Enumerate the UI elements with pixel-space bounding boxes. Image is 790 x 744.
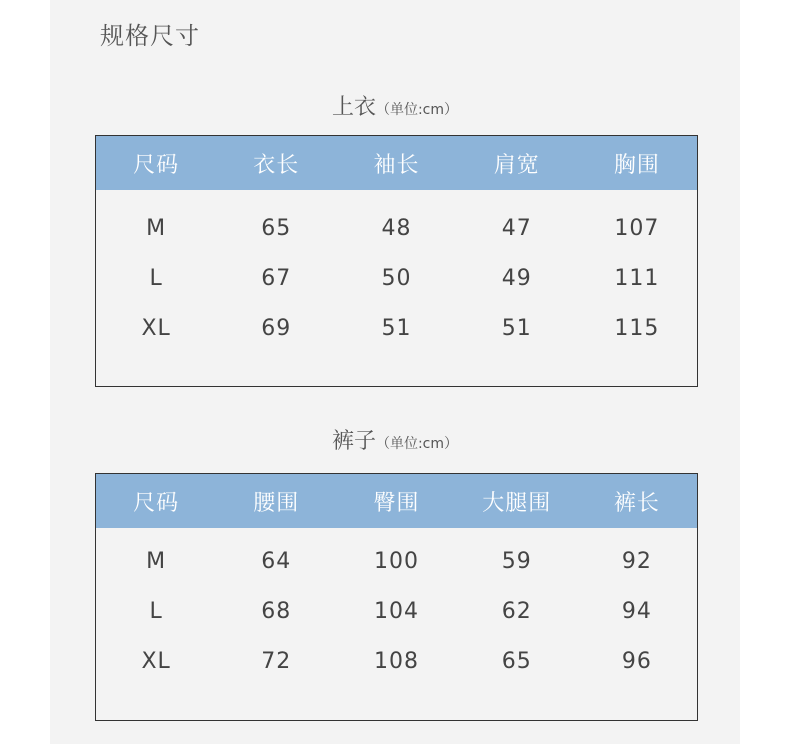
table-row xyxy=(96,303,697,353)
tops-size-table xyxy=(95,135,698,387)
column-header: 臀围 xyxy=(373,490,420,516)
pants-unit: （单位:cm） xyxy=(375,436,459,452)
column-header: 衣长 xyxy=(253,152,300,178)
table-row xyxy=(96,586,697,636)
column-header: 尺码 xyxy=(133,152,180,178)
page-title: 规格尺寸 xyxy=(100,22,200,50)
tops-section-title xyxy=(0,90,790,121)
table-cell: 49 xyxy=(501,265,532,291)
table-cell: 92 xyxy=(621,548,652,574)
table-cell: 65 xyxy=(261,215,292,241)
table-cell: 51 xyxy=(501,315,532,341)
size-cell: M xyxy=(146,215,167,241)
size-cell: L xyxy=(149,598,163,624)
size-cell: XL xyxy=(141,648,171,674)
table-cell: 59 xyxy=(501,548,532,574)
table-row xyxy=(96,253,697,303)
column-header: 大腿围 xyxy=(482,490,552,516)
table-row xyxy=(96,203,697,253)
column-header: 袖长 xyxy=(373,152,420,178)
size-cell: M xyxy=(146,548,167,574)
table-row xyxy=(96,636,697,686)
table-cell: 115 xyxy=(614,315,660,341)
table-cell: 100 xyxy=(374,548,419,574)
table-cell: 47 xyxy=(501,215,532,241)
table-cell: 65 xyxy=(501,648,532,674)
size-cell: XL xyxy=(141,315,171,341)
table-cell: 62 xyxy=(501,598,532,624)
tops-table-header xyxy=(96,136,697,190)
table-cell: 104 xyxy=(374,598,419,624)
table-cell: 69 xyxy=(261,315,292,341)
size-cell: L xyxy=(149,265,163,291)
pants-title: 裤子 xyxy=(331,429,376,454)
table-cell: 64 xyxy=(261,548,292,574)
pants-size-table xyxy=(95,473,698,721)
table-cell: 51 xyxy=(381,315,412,341)
tops-table-body xyxy=(96,190,697,353)
tops-title: 上衣 xyxy=(331,95,376,120)
column-header: 尺码 xyxy=(133,490,180,516)
pants-table-body xyxy=(96,528,697,686)
table-cell: 107 xyxy=(614,215,660,241)
pants-table-header xyxy=(96,474,697,528)
table-cell: 94 xyxy=(621,598,652,624)
table-cell: 48 xyxy=(381,215,412,241)
column-header: 裤长 xyxy=(613,490,660,516)
tops-unit: （单位:cm） xyxy=(375,102,459,118)
table-cell: 108 xyxy=(374,648,419,674)
pants-section-title xyxy=(0,424,790,455)
table-row xyxy=(96,536,697,586)
table-cell: 67 xyxy=(261,265,292,291)
table-cell: 96 xyxy=(621,648,652,674)
column-header: 肩宽 xyxy=(493,152,540,178)
column-header: 腰围 xyxy=(253,490,300,516)
table-cell: 50 xyxy=(381,265,412,291)
table-cell: 68 xyxy=(261,598,292,624)
table-cell: 72 xyxy=(261,648,292,674)
column-header: 胸围 xyxy=(613,152,660,178)
table-cell: 111 xyxy=(614,265,660,291)
